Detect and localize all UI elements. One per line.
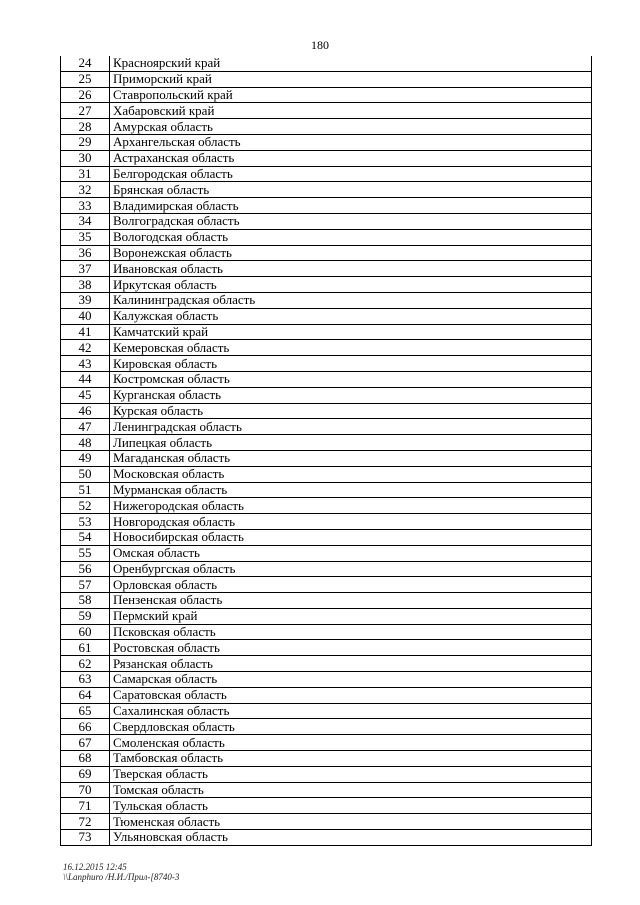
row-number: 53 xyxy=(61,514,110,530)
row-number: 67 xyxy=(61,735,110,751)
row-number: 52 xyxy=(61,498,110,514)
row-number: 47 xyxy=(61,419,110,435)
footer-date: 16.12.2015 12:45 xyxy=(63,862,127,872)
table-row xyxy=(61,593,592,609)
region-name: Рязанская область xyxy=(110,656,592,672)
table-row xyxy=(61,198,592,214)
row-number: 38 xyxy=(61,277,110,293)
row-number: 40 xyxy=(61,308,110,324)
region-name: Кировская область xyxy=(110,356,592,372)
region-name: Тверская область xyxy=(110,766,592,782)
row-number: 41 xyxy=(61,324,110,340)
table-row xyxy=(61,514,592,530)
table-row xyxy=(61,435,592,451)
region-name: Смоленская область xyxy=(110,735,592,751)
table-row xyxy=(61,735,592,751)
table-row xyxy=(61,371,592,387)
footer-path: \\Lanphuro /Н.И./Прил-[8740-3 xyxy=(63,872,180,882)
table-row xyxy=(61,561,592,577)
row-number: 70 xyxy=(61,782,110,798)
table-row xyxy=(61,766,592,782)
table-row xyxy=(61,419,592,435)
region-name: Пензенская область xyxy=(110,593,592,609)
region-name: Ивановская область xyxy=(110,261,592,277)
table-row xyxy=(61,324,592,340)
region-name: Костромская область xyxy=(110,371,592,387)
region-name: Ростовская область xyxy=(110,640,592,656)
row-number: 49 xyxy=(61,450,110,466)
table-row xyxy=(61,277,592,293)
row-number: 39 xyxy=(61,292,110,308)
region-name: Белгородская область xyxy=(110,166,592,182)
row-number: 58 xyxy=(61,593,110,609)
region-name: Свердловская область xyxy=(110,719,592,735)
table-row xyxy=(61,182,592,198)
row-number: 32 xyxy=(61,182,110,198)
row-number: 46 xyxy=(61,403,110,419)
row-number: 44 xyxy=(61,371,110,387)
region-name: Амурская область xyxy=(110,119,592,135)
table-row xyxy=(61,450,592,466)
row-number: 66 xyxy=(61,719,110,735)
table-row xyxy=(61,466,592,482)
row-number: 37 xyxy=(61,261,110,277)
table-row xyxy=(61,87,592,103)
region-name: Мурманская область xyxy=(110,482,592,498)
row-number: 69 xyxy=(61,766,110,782)
table-row xyxy=(61,798,592,814)
region-name: Нижегородская область xyxy=(110,498,592,514)
region-name: Самарская область xyxy=(110,672,592,688)
table-row xyxy=(61,150,592,166)
table-row xyxy=(61,229,592,245)
row-number: 68 xyxy=(61,751,110,767)
row-number: 43 xyxy=(61,356,110,372)
row-number: 33 xyxy=(61,198,110,214)
region-name: Московская область xyxy=(110,466,592,482)
region-name: Сахалинская область xyxy=(110,703,592,719)
table-row xyxy=(61,498,592,514)
region-name: Брянская область xyxy=(110,182,592,198)
region-name: Калужская область xyxy=(110,308,592,324)
region-name: Владимирская область xyxy=(110,198,592,214)
row-number: 63 xyxy=(61,672,110,688)
table-row xyxy=(61,356,592,372)
regions-table xyxy=(60,56,592,846)
row-number: 45 xyxy=(61,387,110,403)
region-name: Омская область xyxy=(110,545,592,561)
region-name: Курганская область xyxy=(110,387,592,403)
table-row xyxy=(61,403,592,419)
region-name: Новосибирская область xyxy=(110,529,592,545)
table-row xyxy=(61,308,592,324)
table-row xyxy=(61,608,592,624)
table-row xyxy=(61,624,592,640)
table-row xyxy=(61,71,592,87)
region-name: Пермский край xyxy=(110,608,592,624)
regions-table-body xyxy=(61,56,592,845)
row-number: 51 xyxy=(61,482,110,498)
table-row xyxy=(61,166,592,182)
table-row xyxy=(61,656,592,672)
region-name: Ленинградская область xyxy=(110,419,592,435)
region-name: Липецкая область xyxy=(110,435,592,451)
table-row xyxy=(61,103,592,119)
table-row xyxy=(61,782,592,798)
row-number: 29 xyxy=(61,134,110,150)
region-name: Оренбургская область xyxy=(110,561,592,577)
row-number: 62 xyxy=(61,656,110,672)
row-number: 65 xyxy=(61,703,110,719)
row-number: 59 xyxy=(61,608,110,624)
table-row xyxy=(61,814,592,830)
table-row xyxy=(61,529,592,545)
region-name: Архангельская область xyxy=(110,134,592,150)
table-row xyxy=(61,577,592,593)
region-name: Магаданская область xyxy=(110,450,592,466)
row-number: 28 xyxy=(61,119,110,135)
region-name: Вологодская область xyxy=(110,229,592,245)
table-row xyxy=(61,261,592,277)
row-number: 50 xyxy=(61,466,110,482)
region-name: Астраханская область xyxy=(110,150,592,166)
region-name: Тульская область xyxy=(110,798,592,814)
table-row xyxy=(61,213,592,229)
table-row xyxy=(61,245,592,261)
region-name: Калининградская область xyxy=(110,292,592,308)
region-name: Тамбовская область xyxy=(110,751,592,767)
region-name: Курская область xyxy=(110,403,592,419)
region-name: Красноярский край xyxy=(110,56,592,71)
table-row xyxy=(61,640,592,656)
table-row xyxy=(61,703,592,719)
table-row xyxy=(61,719,592,735)
region-name: Ульяновская область xyxy=(110,830,592,846)
page-number: 180 xyxy=(311,38,329,52)
row-number: 54 xyxy=(61,529,110,545)
row-number: 61 xyxy=(61,640,110,656)
region-name: Саратовская область xyxy=(110,687,592,703)
row-number: 26 xyxy=(61,87,110,103)
row-number: 24 xyxy=(61,56,110,71)
row-number: 31 xyxy=(61,166,110,182)
row-number: 48 xyxy=(61,435,110,451)
row-number: 30 xyxy=(61,150,110,166)
table-row xyxy=(61,830,592,846)
row-number: 25 xyxy=(61,71,110,87)
table-row xyxy=(61,292,592,308)
region-name: Приморский край xyxy=(110,71,592,87)
table-row xyxy=(61,119,592,135)
footer xyxy=(63,862,179,882)
region-name: Хабаровский край xyxy=(110,103,592,119)
table-row xyxy=(61,134,592,150)
table-row xyxy=(61,672,592,688)
table-row xyxy=(61,340,592,356)
region-name: Иркутская область xyxy=(110,277,592,293)
region-name: Псковская область xyxy=(110,624,592,640)
row-number: 64 xyxy=(61,687,110,703)
region-name: Кемеровская область xyxy=(110,340,592,356)
table-row xyxy=(61,687,592,703)
row-number: 35 xyxy=(61,229,110,245)
row-number: 42 xyxy=(61,340,110,356)
region-name: Тюменская область xyxy=(110,814,592,830)
row-number: 55 xyxy=(61,545,110,561)
table-row xyxy=(61,56,592,71)
region-name: Воронежская область xyxy=(110,245,592,261)
row-number: 27 xyxy=(61,103,110,119)
row-number: 71 xyxy=(61,798,110,814)
region-name: Волгоградская область xyxy=(110,213,592,229)
row-number: 73 xyxy=(61,830,110,846)
row-number: 56 xyxy=(61,561,110,577)
table-row xyxy=(61,751,592,767)
table-row xyxy=(61,387,592,403)
row-number: 60 xyxy=(61,624,110,640)
region-name: Орловская область xyxy=(110,577,592,593)
row-number: 34 xyxy=(61,213,110,229)
region-name: Томская область xyxy=(110,782,592,798)
table-row xyxy=(61,545,592,561)
row-number: 36 xyxy=(61,245,110,261)
region-name: Новгородская область xyxy=(110,514,592,530)
region-name: Ставропольский край xyxy=(110,87,592,103)
row-number: 72 xyxy=(61,814,110,830)
region-name: Камчатский край xyxy=(110,324,592,340)
row-number: 57 xyxy=(61,577,110,593)
table-row xyxy=(61,482,592,498)
